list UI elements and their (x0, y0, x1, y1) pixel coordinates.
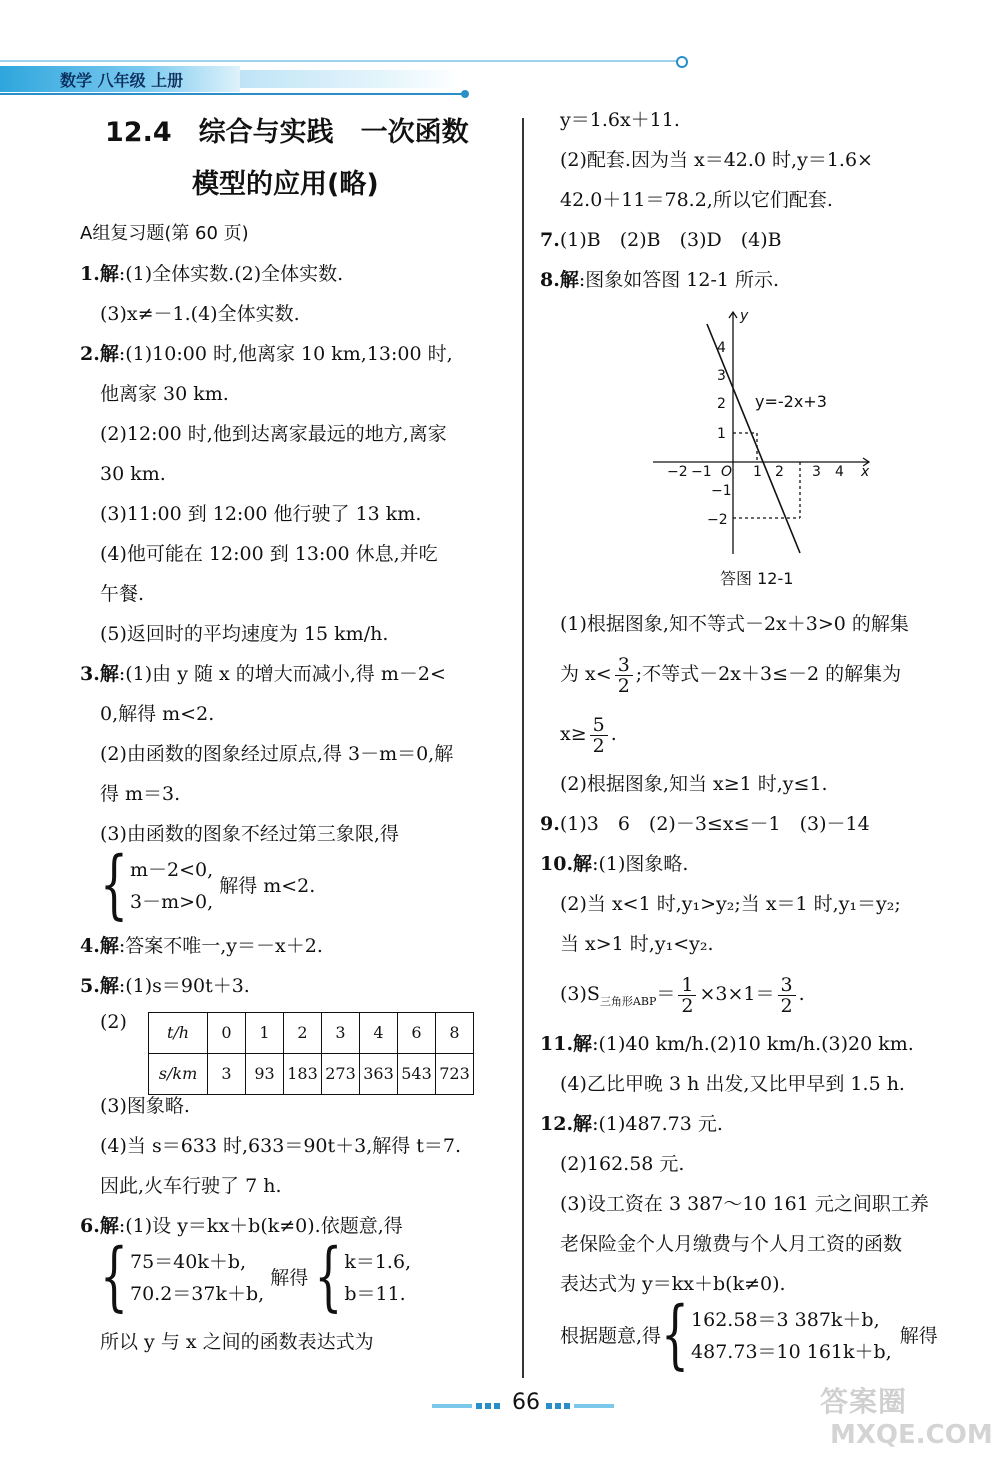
q8-text4a: x≥ (560, 723, 587, 745)
table-cell: 0 (208, 1013, 246, 1054)
q12-tail: 解得 (899, 1325, 938, 1347)
x-tick-label: 2 (775, 464, 784, 480)
y-tick-label: 2 (717, 396, 726, 412)
q2-line6: (4)他可能在 12:00 到 13:00 休息,并吃 (100, 543, 438, 565)
q5-line4: (4)当 s＝633 时,633＝90t＋3,解得 t＝7. (100, 1135, 462, 1157)
table-head-s: s/km (149, 1054, 208, 1095)
q4-text1: :答案不唯一,y＝－x＋2. (118, 935, 323, 957)
x-tick-label: 3 (812, 464, 821, 480)
q11-line2: (4)乙比甲晚 3 h 出发,又比甲早到 1.5 h. (560, 1073, 905, 1095)
table-cell: 273 (322, 1054, 360, 1095)
q2-line3: (2)12:00 时,他到达离家最远的地方,离家 (100, 423, 447, 445)
column-divider (522, 118, 524, 1378)
q12-line2: (2)162.58 元. (560, 1153, 685, 1175)
q8-line4 (540, 704, 980, 764)
q2-line5: (3)11:00 到 12:00 他行驶了 13 km. (100, 503, 422, 525)
section-title-line1: 12.4 综合与实践 一次函数 (105, 117, 469, 148)
q8-number: 8.解 (540, 269, 579, 291)
fraction-3-2 (778, 975, 796, 1016)
q8-line5: (2)根据图象,知当 x≥1 时,y≤1. (560, 773, 828, 795)
q12-system-body (691, 1304, 892, 1368)
table-cell: 93 (246, 1054, 284, 1095)
q6-systems (80, 1233, 520, 1322)
q11-number: 11.解 (540, 1033, 593, 1055)
q10-line2: (2)当 x<1 时,y₁>y₂;当 x＝1 时,y₁＝y₂; (560, 893, 901, 915)
q10-line3: 当 x>1 时,y₁<y₂. (560, 933, 714, 955)
q5-table (148, 1012, 474, 1095)
q1-text1: :(1)全体实数.(2)全体实数. (118, 263, 344, 285)
header-under-dot (461, 90, 469, 98)
q11-text1: :(1)40 km/h.(2)10 km/h.(3)20 km. (592, 1033, 914, 1055)
q1-line2: (3)x≠－1.(4)全体实数. (100, 303, 300, 325)
q7-text1: (1)B (2)B (3)D (4)B (559, 229, 782, 251)
brace-icon: { (100, 841, 128, 929)
q10-line1 (540, 844, 980, 884)
q3-line3: (2)由函数的图象经过原点,得 3－m＝0,解 (100, 743, 454, 765)
watermark-url: MXQE.COM (830, 1420, 993, 1450)
q3-line2: 0,解得 m<2. (100, 703, 215, 725)
q12-text6: 根据题意,得 (560, 1325, 662, 1347)
q12-eq1: 162.58＝3 387k＋b, (691, 1309, 880, 1331)
fraction-denominator: 2 (780, 994, 793, 1017)
watermark-text: 答案圈 (820, 1385, 908, 1418)
table-cell: 8 (436, 1013, 474, 1054)
fraction-denominator: 2 (681, 994, 694, 1017)
q5-line5: 因此,火车行驶了 7 h. (100, 1175, 282, 1197)
q9-number: 9. (540, 813, 560, 835)
book-label: 数学 八年级 上册 (60, 71, 184, 90)
table-cell: 3 (208, 1054, 246, 1095)
page-deco-right (546, 1402, 616, 1410)
table-cell: 363 (360, 1054, 398, 1095)
q6-eqA2: 70.2＝37k＋b, (130, 1283, 265, 1305)
q8-text3a: 为 x< (560, 663, 612, 685)
brace-icon: { (100, 1233, 128, 1321)
q12-line1 (540, 1104, 980, 1144)
q5-line3: (3)图象略. (100, 1095, 190, 1117)
q10-text1: :(1)图象略. (592, 853, 689, 875)
group-heading: A组复习题(第 60 页) (80, 223, 249, 244)
r-cont-line1: y＝1.6x＋11. (560, 109, 680, 131)
q4-number: 4.解 (80, 935, 119, 957)
x-axis-label: x (861, 464, 870, 480)
q8-text1: :图象如答图 12-1 所示. (578, 269, 780, 291)
q10-number: 10.解 (540, 853, 593, 875)
fraction-denominator: 2 (592, 734, 605, 757)
q2-text1: :(1)10:00 时,他离家 10 km,13:00 时, (118, 343, 453, 365)
q12-eq2: 487.73＝10 161k＋b, (691, 1341, 892, 1363)
table-cell: 2 (284, 1013, 322, 1054)
x-tick-label: −1 (691, 464, 712, 480)
fraction-numerator: 1 (678, 975, 696, 996)
q6-eqA1: 75＝40k＋b, (130, 1251, 247, 1273)
x-tick-label: −2 (667, 464, 688, 480)
fraction-3-2 (615, 655, 633, 696)
q12-line5: 表达式为 y＝kx＋b(k≠0). (560, 1273, 786, 1295)
q12-system (540, 1291, 980, 1379)
q10-text4c: ×3×1＝ (699, 983, 775, 1005)
brace-icon: { (661, 1291, 690, 1379)
header-top-rule (0, 60, 680, 62)
q2-line8: (5)返回时的平均速度为 15 km/h. (100, 623, 389, 645)
q6-solve-word: 解得 (270, 1267, 309, 1289)
q6-eqB1: k＝1.6, (344, 1251, 412, 1273)
q3-number: 3.解 (80, 663, 119, 685)
q2-line4: 30 km. (100, 463, 166, 485)
table-head-t: t/h (149, 1013, 208, 1054)
table-cell: 1 (246, 1013, 284, 1054)
r-cont-line2: (2)配套.因为当 x＝42.0 时,y＝1.6× (560, 149, 873, 171)
q5-line1 (80, 966, 520, 1006)
q1-number: 1.解 (80, 263, 119, 285)
q3-line1 (80, 654, 520, 694)
y-tick-label: −2 (707, 512, 728, 528)
q8-text4b: . (610, 723, 617, 745)
r-cont-line3: 42.0＋11＝78.2,所以它们配套. (560, 189, 833, 211)
q8-line2: (1)根据图象,知不等式－2x＋3>0 的解集 (560, 613, 909, 635)
origin-label: O (721, 464, 733, 480)
q5-part2-label: (2) (100, 1011, 127, 1033)
table-cell: 6 (398, 1013, 436, 1054)
q3-line4: 得 m＝3. (100, 783, 181, 805)
q10-text4a: (3)S (560, 983, 600, 1005)
q8-text3b: ;不等式－2x＋3≤－2 的解集为 (635, 663, 902, 685)
fraction-numerator: 5 (590, 715, 608, 736)
y-tick-label: 3 (717, 368, 726, 384)
q8-line1 (540, 260, 980, 300)
right-column (540, 100, 980, 1379)
y-axis-label: y (740, 308, 749, 324)
q6-line1 (80, 1206, 520, 1246)
q5-number: 5.解 (80, 975, 119, 997)
table-cell: 183 (284, 1054, 322, 1095)
q10-text4b: ＝ (656, 983, 676, 1005)
y-tick-label: −1 (711, 483, 732, 499)
q11-line1 (540, 1024, 980, 1064)
q12-number: 12.解 (540, 1113, 593, 1135)
header-band-fade (240, 70, 460, 88)
q2-line7: 午餐. (100, 583, 145, 605)
y-tick-label: 1 (717, 426, 726, 442)
table-cell: 3 (322, 1013, 360, 1054)
header-under-rule (0, 93, 465, 95)
header-rule-end-dot (676, 56, 688, 68)
q9-line1 (540, 804, 980, 844)
q3-eq2: 3－m>0, (130, 891, 214, 913)
q12-line4: 老保险金个人月缴费与个人月工资的函数 (560, 1233, 903, 1255)
q8-line3 (540, 644, 980, 704)
table-cell: 543 (398, 1054, 436, 1095)
q3-system (80, 841, 520, 929)
q4-line1 (80, 926, 520, 966)
q6-number: 6.解 (80, 1215, 119, 1237)
equation-label: y=-2x+3 (755, 392, 827, 411)
figure-caption: 答图 12-1 (720, 569, 794, 588)
q3-line5: (3)由函数的图象不经过第三象限,得 (100, 823, 399, 845)
table-cell: 4 (360, 1013, 398, 1054)
q1-line1 (80, 254, 520, 294)
q6-line2: 所以 y 与 x 之间的函数表达式为 (100, 1331, 374, 1353)
q10-text4d: . (798, 983, 805, 1005)
q6-system-a (130, 1246, 264, 1310)
q7-line1 (540, 220, 980, 260)
q5-text1: :(1)s＝90t＋3. (118, 975, 250, 997)
q3-eq1: m－2<0, (130, 859, 214, 881)
fraction-denominator: 2 (617, 674, 630, 697)
q2-number: 2.解 (80, 343, 119, 365)
fraction-5-2 (590, 715, 608, 756)
q12-line3: (3)设工资在 3 387～10 161 元之间职工养 (560, 1193, 929, 1215)
table-cell: 723 (436, 1054, 474, 1095)
x-tick-label: 1 (753, 464, 762, 480)
q5-table-block (80, 1006, 520, 1086)
q6-text1: :(1)设 y＝kx＋b(k≠0).依题意,得 (118, 1215, 403, 1237)
brace-icon: { (314, 1233, 343, 1321)
fraction-numerator: 3 (778, 975, 796, 996)
fraction-1-2 (678, 975, 696, 1016)
q9-text1: (1)3 6 (2)－3≤x≤－1 (3)－14 (559, 813, 870, 835)
q10-subscript: 三角形ABP (599, 994, 657, 1008)
q2-line2: 他离家 30 km. (100, 383, 229, 405)
left-column (80, 110, 520, 1362)
page-number: 66 (512, 1390, 540, 1415)
q12-text1: :(1)487.73 元. (592, 1113, 723, 1135)
q7-number: 7. (540, 229, 560, 251)
y-tick-label: 4 (717, 340, 726, 356)
q6-eqB2: b＝11. (344, 1283, 406, 1305)
q6-system-b (344, 1246, 411, 1310)
q3-text1: :(1)由 y 随 x 的增大而减小,得 m－2< (118, 663, 446, 685)
q3-system-body (130, 854, 213, 918)
page-deco-left (432, 1402, 502, 1410)
q3-system-tail: 解得 m<2. (219, 875, 316, 897)
q10-line4 (540, 964, 980, 1024)
table-row (149, 1013, 474, 1054)
q2-line1 (80, 334, 520, 374)
fraction-numerator: 3 (615, 655, 633, 676)
x-tick-label: 4 (835, 464, 844, 480)
graph-12-1 (645, 308, 875, 558)
section-title-line2: 模型的应用(略) (192, 169, 379, 200)
table-row (149, 1054, 474, 1095)
